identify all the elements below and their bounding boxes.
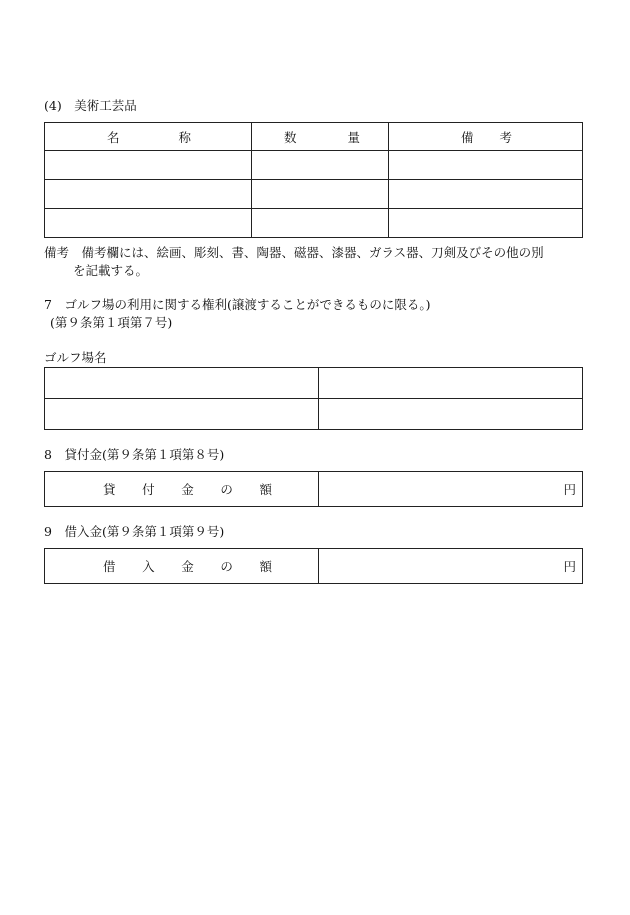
label-char: 金 <box>181 482 194 497</box>
section7-heading: 7 ゴルフ場の利用に関する権利(譲渡することができるものに限る。) <box>44 297 431 312</box>
remarks-cell[interactable] <box>389 180 583 209</box>
quantity-cell[interactable] <box>252 180 389 209</box>
golf-course-name-cell[interactable] <box>45 368 319 399</box>
label-char: の <box>220 482 233 497</box>
table-row <box>45 399 583 430</box>
label-char: 額 <box>259 559 272 574</box>
name-cell[interactable] <box>45 209 252 238</box>
label-char: 借 <box>103 559 116 574</box>
golf-course-name-cell[interactable] <box>45 399 319 430</box>
label-char: 額 <box>259 482 272 497</box>
loan-amount-label-cell <box>45 472 319 507</box>
header-quantity-char: 数 <box>284 129 297 145</box>
section4-note-line2: を記載する。 <box>73 263 149 278</box>
header-name <box>45 123 252 151</box>
name-cell[interactable] <box>45 151 252 180</box>
borrowing-amount-value-cell[interactable] <box>319 549 583 584</box>
section9-heading: 9 借入金(第９条第１項第９号) <box>44 524 225 539</box>
header-quantity-char: 量 <box>347 129 360 145</box>
remarks-cell[interactable] <box>389 151 583 180</box>
table-row <box>45 151 583 180</box>
golf-course-value-cell[interactable] <box>319 368 583 399</box>
table-row <box>45 368 583 399</box>
table-row <box>45 209 583 238</box>
remarks-cell[interactable] <box>389 209 583 238</box>
art-crafts-header-row <box>45 123 583 151</box>
section4-note-line1: 備考 備考欄には、絵画、彫刻、書、陶器、磁器、漆器、ガラス器、刀剣及びその他の別 <box>44 245 544 260</box>
art-crafts-table <box>44 122 583 238</box>
label-char: 金 <box>181 559 194 574</box>
quantity-cell[interactable] <box>252 209 389 238</box>
section8-heading: 8 貸付金(第９条第１項第８号) <box>44 447 225 462</box>
section4-heading: (4) 美術工芸品 <box>44 98 137 113</box>
borrowing-amount-label-cell <box>45 549 319 584</box>
header-remarks-char: 考 <box>499 129 512 145</box>
label-char: 入 <box>142 559 155 574</box>
golf-course-name-label: ゴルフ場名 <box>44 350 107 365</box>
borrowings-table <box>44 548 583 584</box>
header-name-char: 名 <box>107 129 120 145</box>
label-char: の <box>220 559 233 574</box>
yen-unit: 円 <box>563 482 576 497</box>
header-remarks <box>389 123 583 151</box>
header-quantity <box>252 123 389 151</box>
table-row <box>45 549 583 584</box>
loan-amount-value-cell[interactable] <box>319 472 583 507</box>
label-char: 貸 <box>103 482 116 497</box>
table-row <box>45 472 583 507</box>
quantity-cell[interactable] <box>252 151 389 180</box>
header-remarks-char: 備 <box>461 129 474 145</box>
table-row <box>45 180 583 209</box>
loan-receivable-table <box>44 471 583 507</box>
section7-subheading: (第９条第１項第７号) <box>50 315 173 330</box>
label-char: 付 <box>142 482 155 497</box>
yen-unit: 円 <box>563 559 576 574</box>
header-name-char: 称 <box>178 129 191 145</box>
golf-course-value-cell[interactable] <box>319 399 583 430</box>
golf-course-table <box>44 367 583 430</box>
name-cell[interactable] <box>45 180 252 209</box>
